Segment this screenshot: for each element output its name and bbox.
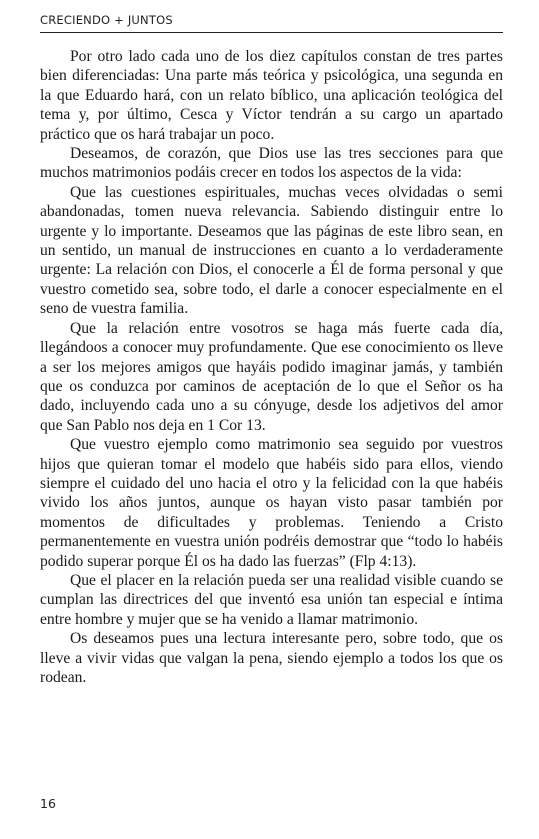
body-text bbox=[40, 47, 503, 687]
paragraph: Os deseamos pues una lectura interesante pero, sobre todo, que os lleve a vivir vidas que valgan la pena, siendo ejemplo a todos los que os rodean. bbox=[40, 630, 503, 686]
paragraph: Deseamos, de corazón, que Dios use las tres secciones para que muchos matrimonios podáis crecer en todos los aspectos de la vida: bbox=[40, 145, 503, 182]
paragraph: Que el placer en la relación pueda ser una realidad visible cuando se cumplan las directrices del que inventó esa unión tan especial e íntima entre hombre y mujer que se ha venido a llamar matrimonio. bbox=[40, 571, 503, 628]
paragraph: Que vuestro ejemplo como matrimonio sea seguido por vuestros hijos que quieran tomar el modelo que habéis sido para ellos, viendo siempre el cuidado del uno hacia el otro y la felicidad con la que habéis vivido los años juntos, aunque os hayan visto pasar también por momentos de dificultades y problemas. Teniendo a Cristo permanentemente en vuestra unión podréis demostrar que “todo lo habéis podido superar porque Él os ha dado las fuerzas” (Flp 4:13). bbox=[40, 436, 503, 570]
header-rule bbox=[40, 32, 503, 33]
paragraph: Por otro lado cada uno de los diez capítulos constan de tres partes bien diferenciadas: Una parte más teórica y psicológica, una segunda en la que Eduardo hará, con un relato bíblico, una aplicación teológica del tema y, por último, Cesca y Víctor tendrán a su cargo un apartado práctico que os hará trabajar un poco. bbox=[40, 48, 503, 143]
paragraph: Que las cuestiones espirituales, muchas veces olvidadas o semi abandonadas, tomen nueva relevancia. Sabiendo distinguir entre lo urgente y lo importante. Deseamos que las páginas de este libro sean, en un sentido, un manual de instrucciones en cuanto a lo verdaderamente urgente: La relación con Dios, el conocerle a Él de forma personal y que vuestro cometido sea, sobre todo, el darle a conocer especialmente en el seno de vuestra familia. bbox=[40, 183, 503, 318]
page-number: 16 bbox=[40, 796, 56, 811]
paragraph: Que la relación entre vosotros se haga más fuerte cada día, llegándoos a conocer muy profundamente. Que ese conocimiento os lleve a ser los mejores amigos que hayáis podido imaginar jamás, y también que os conduzca por caminos de aceptación de lo que el Señor os ha dado, incluyendo cada uno a su cónyuge, desde los adjetivos del amor que San Pablo nos deja en 1 Cor 13. bbox=[40, 319, 503, 434]
running-header: CRECIENDO + JUNTOS bbox=[40, 13, 173, 27]
